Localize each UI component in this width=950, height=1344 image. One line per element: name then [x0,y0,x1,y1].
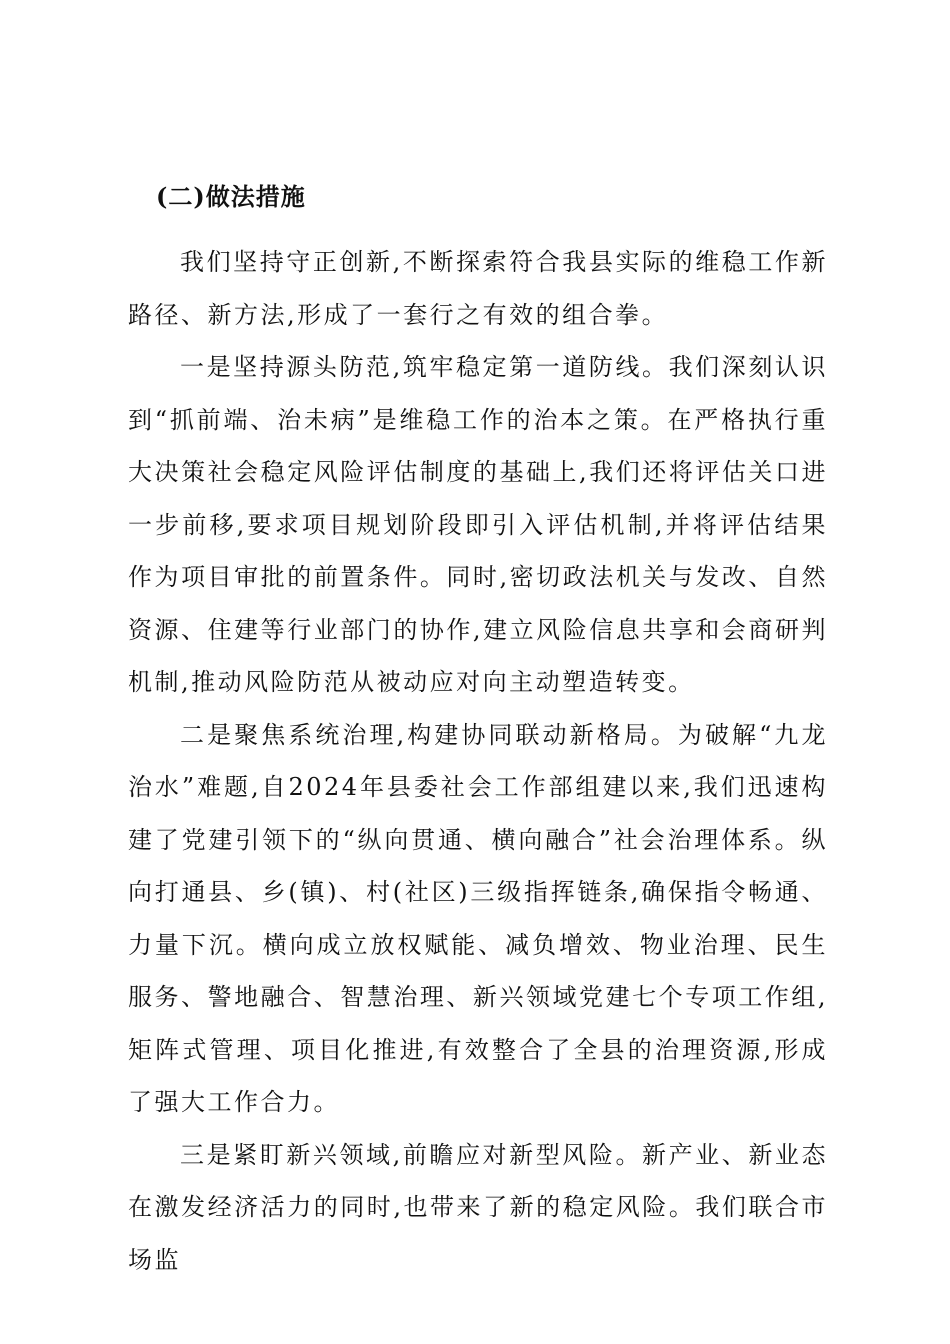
paragraph-intro: 我们坚持守正创新,不断探索符合我县实际的维稳工作新路径、新方法,形成了一套行之有效的组合拳。 [128,248,828,329]
paragraph-emerging-fields: 三是紧盯新兴领域,前瞻应对新型风险。新产业、新业态在激发经济活力的同时,也带来了新的稳定风险。我们联合市场监 [128,1140,828,1274]
document-body [128,178,828,1286]
paragraph-source-prevention: 一是坚持源头防范,筑牢稳定第一道防线。我们深刻认识到“抓前端、治未病”是维稳工作的治本之策。在严格执行重大决策社会稳定风险评估制度的基础上,我们还将评估关口进一步前移,要求项目规划阶段即引入评估机制,并将评估结果作为项目审批的前置条件。同时,密切政法机关与发改、自然资源、住建等行业部门的协作,建立风险信息共享和会商研判机制,推动风险防范从被动应对向主动塑造转变。 [128,353,828,696]
paragraph-system-governance: 二是聚焦系统治理,构建协同联动新格局。为破解“九龙治水”难题,自2024年县委社会工作部组建以来,我们迅速构建了党建引领下的“纵向贯通、横向融合”社会治理体系。纵向打通县、乡(镇)、村(社区)三级指挥链条,确保指令畅通、力量下沉。横向成立放权赋能、减负增效、物业治理、民生服务、警地融合、智慧治理、新兴领域党建七个专项工作组,矩阵式管理、项目化推进,有效整合了全县的治理资源,形成了强大工作合力。 [128,720,828,1116]
section-heading: (二)做法措施 [156,182,306,211]
